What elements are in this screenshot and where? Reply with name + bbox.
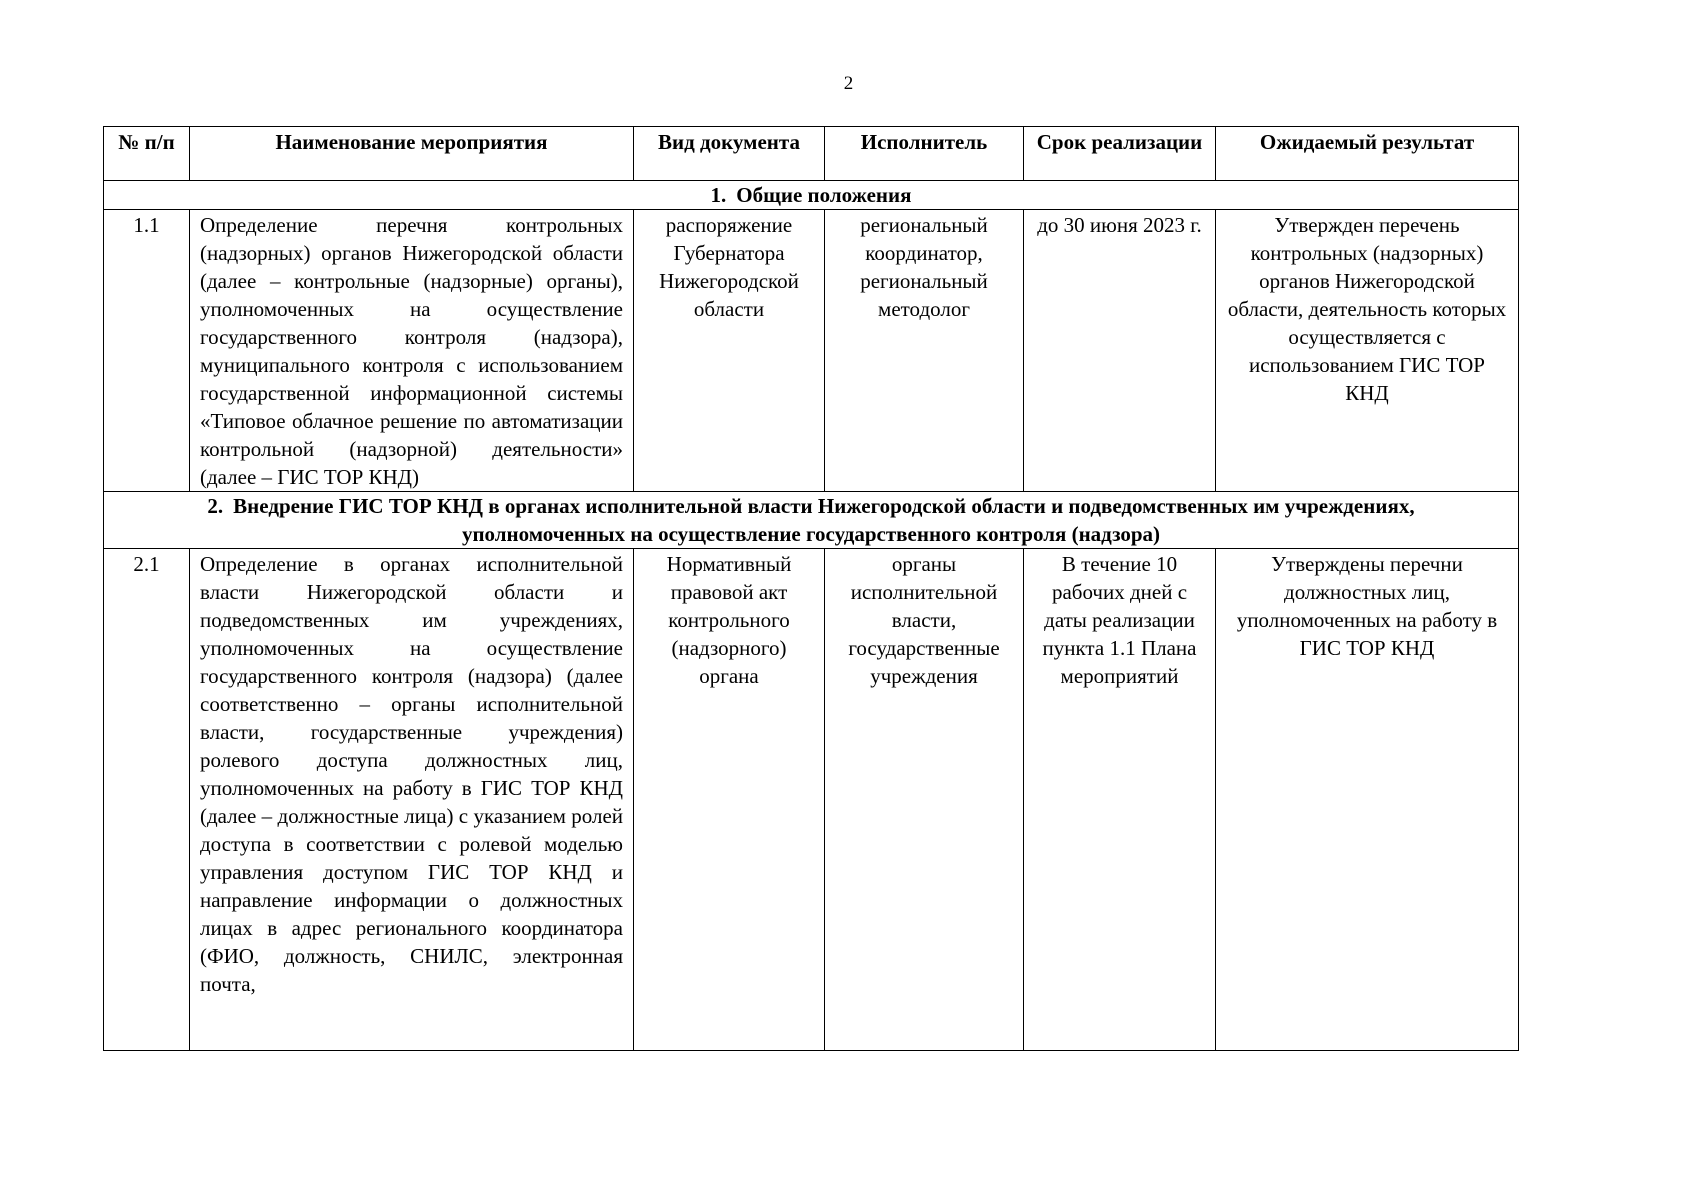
action-plan-table bbox=[103, 126, 1519, 1051]
section-heading-2 bbox=[104, 492, 1519, 549]
row-deadline: В течение 10 рабочих дней с даты реализации пункта 1.1 Плана мероприятий bbox=[1024, 549, 1216, 1051]
header-deadline: Срок реализации bbox=[1024, 127, 1216, 181]
row-result: Утверждены перечни должностных лиц, уполномоченных на работу в ГИС ТОР КНД bbox=[1216, 549, 1519, 1051]
row-name: Определение в органах исполнительной власти Нижегородской области и подведомственных им учреждениях, уполномоченных на осуществление государственного контроля (надзора) (далее соответственно – органы исполнительной власти, государственные учреждения) ролевого доступа должностных лиц, уполномоченных на работу в ГИС ТОР КНД (далее – должностные лица) с указанием ролей доступа в соответствии с ролевой моделью управления доступом ГИС ТОР КНД и направление информации о должностных лицах в адрес регионального координатора (ФИО, должность, СНИЛС, электронная почта, bbox=[190, 549, 634, 1051]
row-name: Определение перечня контрольных (надзорных) органов Нижегородской области (далее – контрольные (надзорные) органы), уполномоченных на осуществление государственного контроля (надзора), муниципального контроля с использованием государственной информационной системы «Типовое облачное решение по автоматизации контрольной (надзорной) деятельности» (далее – ГИС ТОР КНД) bbox=[190, 210, 634, 492]
table-row bbox=[104, 549, 1519, 1051]
section-number: 1. bbox=[710, 183, 727, 207]
row-num: 2.1 bbox=[104, 549, 190, 1051]
row-num: 1.1 bbox=[104, 210, 190, 492]
table-header-row bbox=[104, 127, 1519, 181]
row-doc-type: Нормативный правовой акт контрольного (надзорного) органа bbox=[634, 549, 825, 1051]
section-number: 2. bbox=[207, 494, 224, 518]
row-executor: органы исполнительной власти, государственные учреждения bbox=[825, 549, 1024, 1051]
header-doc-type: Вид документа bbox=[634, 127, 825, 181]
row-executor: региональный координатор, региональный методолог bbox=[825, 210, 1024, 492]
section-row-1 bbox=[104, 181, 1519, 210]
row-deadline: до 30 июня 2023 г. bbox=[1024, 210, 1216, 492]
section-row-2 bbox=[104, 492, 1519, 549]
header-name: Наименование мероприятия bbox=[190, 127, 634, 181]
row-doc-type: распоряжение Губернатора Нижегородской области bbox=[634, 210, 825, 492]
header-executor: Исполнитель bbox=[825, 127, 1024, 181]
header-num: № п/п bbox=[104, 127, 190, 181]
page-number: 2 bbox=[843, 73, 854, 94]
row-result: Утвержден перечень контрольных (надзорных) органов Нижегородской области, деятельность которых осуществляется с использованием ГИС ТОР КНД bbox=[1216, 210, 1519, 492]
section-heading-1 bbox=[104, 181, 1519, 210]
header-result: Ожидаемый результат bbox=[1216, 127, 1519, 181]
table-row bbox=[104, 210, 1519, 492]
section-title: Внедрение ГИС ТОР КНД в органах исполнительной власти Нижегородской области и подведомственных им учреждениях, уполномоченных на осуществление государственного контроля (надзора) bbox=[233, 494, 1415, 546]
section-title: Общие положения bbox=[736, 183, 912, 207]
